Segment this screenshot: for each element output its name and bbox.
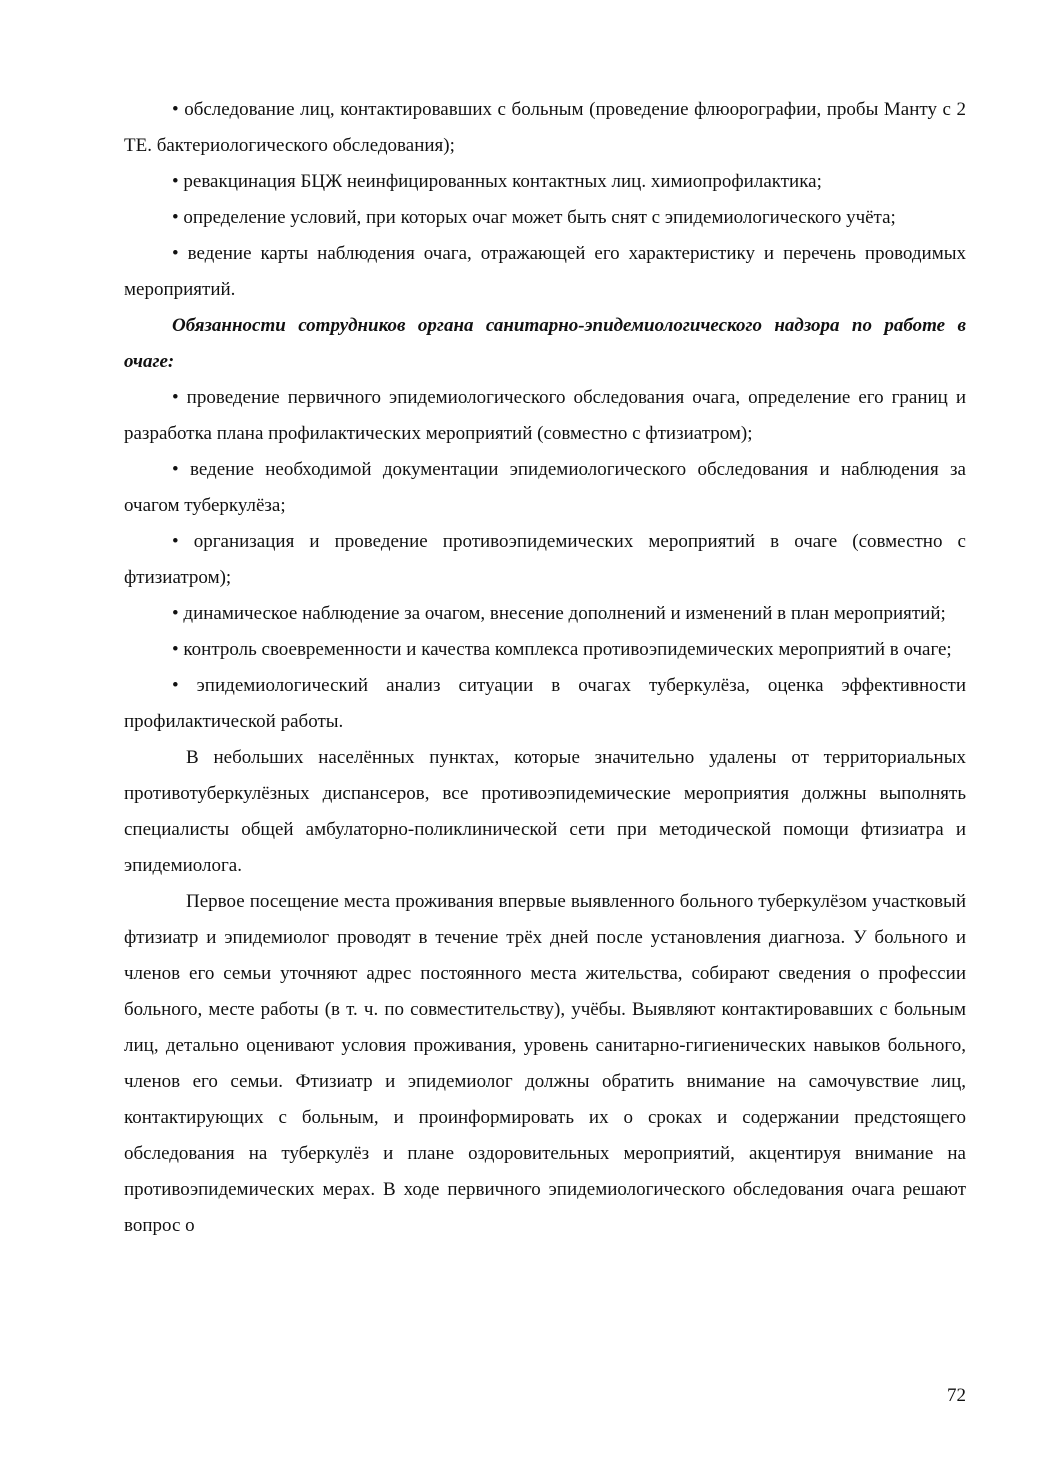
document-page (124, 92, 966, 1244)
bullet-item: • эпидемиологический анализ ситуации в очагах туберкулёза, оценка эффективности профилактической работы. (124, 675, 966, 732)
bullet-item: • определение условий, при которых очаг может быть снят с эпидемиологического учёта; (172, 207, 896, 228)
body-paragraph: В небольших населённых пунктах, которые значительно удалены от территориальных противотуберкулёзных диспансеров, все противоэпидемические мероприятия должны выполнять специалисты общей амбулаторно-поликлинической сети при методической помощи фтизиатра и эпидемиолога. (124, 747, 966, 876)
bullet-item: • динамическое наблюдение за очагом, внесение дополнений и изменений в план мероприятий; (172, 603, 946, 624)
bullet-item: • ведение необходимой документации эпидемиологического обследования и наблюдения за очагом туберкулёза; (124, 459, 966, 516)
bullet-item: • организация и проведение противоэпидемических мероприятий в очаге (совместно с фтизиатром); (124, 531, 966, 588)
bullet-item: • ведение карты наблюдения очага, отражающей его характеристику и перечень проводимых мероприятий. (124, 243, 966, 300)
bullet-item: • ревакцинация БЦЖ неинфицированных контактных лиц. химиопрофилактика; (172, 171, 822, 192)
bullet-item: • проведение первичного эпидемиологического обследования очага, определение его границ и разработка плана профилактических мероприятий (совместно с фтизиатром); (124, 387, 966, 444)
page-number: 72 (947, 1385, 966, 1406)
bullet-item: • обследование лиц, контактировавших с больным (проведение флюорографии, пробы Манту с 2 ТЕ. бактериологического обследования); (124, 99, 966, 156)
section-heading: Обязанности сотрудников органа санитарно-эпидемиологического надзора по работе в очаге: (124, 315, 966, 372)
bullet-item: • контроль своевременности и качества комплекса противоэпидемических мероприятий в очаге; (172, 639, 952, 660)
body-paragraph: Первое посещение места проживания впервые выявленного больного туберкулёзом участковый фтизиатр и эпидемиолог проводят в течение трёх дней после установления диагноза. У больного и членов его семьи уточняют адрес постоянного места жительства, собирают сведения о профессии больного, месте работы (в т. ч. по совместительству), учёбы. Выявляют контактировавших с больным лиц, детально оценивают условия проживания, уровень санитарно-гигиенических навыков больного, членов его семьи. Фтизиатр и эпидемиолог должны обратить внимание на самочувствие лиц, контактирующих с больным, и проинформировать их о сроках и содержании предстоящего обследования на туберкулёз и плане оздоровительных мероприятий, акцентируя внимание на противоэпидемических мерах. В ходе первичного эпидемиологического обследования очага решают вопрос о (124, 891, 966, 1236)
